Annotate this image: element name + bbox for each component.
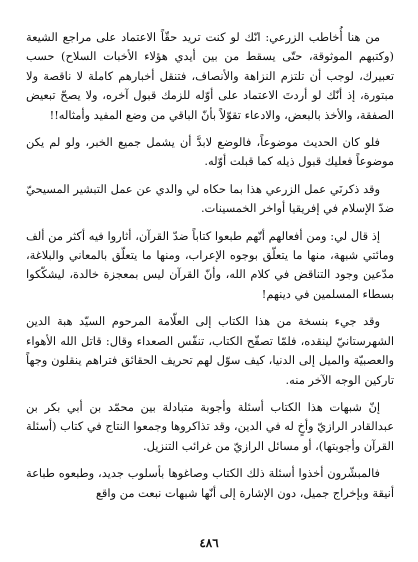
paragraph-gap — [26, 125, 394, 133]
paragraph-anti-quran-book: إذ قال لي: ومن أفعالهم أنّهم طبعوا كتاباً ضدّ القرآن، أثاروا فيه أكثر من ألف ومائتي شبهة، منها ما يتعلّق بوجوه الإعراب، ومنها ما يتعلّق بالمعاني والبلاغة، مدّعين وجود التناقض في كلام الله، وأنّ القرآن ليس بمعجزة خالدة، ليشكّكوا بسطاء المسلمين في دينهم! — [26, 228, 394, 301]
paragraph-fabrication-argument: فلو كان الحديث موضوعاً، فالوضع لابدَّ أن يشمل جميع الخبر، ولو لم يكن موضوعاً فعليك قبول ذيله كما قبلت أوّله. — [26, 135, 394, 169]
paragraph-gap — [26, 304, 394, 312]
paragraph-gap — [26, 172, 394, 180]
paragraph-address-to-zarai: من هنا أُخاطب الزرعي: انّك لو كنت تريد حقّاً الاعتماد على مراجع الشيعة (وكتبهم الموثوقة، حتّى يسقط من بين أيدي هؤلاء الأخبات السلاح) حسب تعبيرك، لوجب أن تلتزم النزاهة والأنصاف، فتنقل أخبارهم كاملة لا ناقصة ولا مبتورة، إذ أنّك لو أردتَ الاعتماد على أوّله للزمك قبول آخره، ولا يصحّ تبعيض الصفقة، والأخذ بالبعض، والادعاء تقوّلاً بأنّ الباقي من وضع المفيد وأمثاله!! — [26, 30, 394, 122]
paragraph-missionary-memory: وقد ذكرنَي عمل الزرعي هذا بما حكاه لي والدي عن عمل التبشير المسيحيّ ضدّ الإسلام في إفريقيا أواخر الخمسينات. — [26, 181, 394, 216]
paragraph-missionaries-reprint: فالمبشّرون أخذوا أسئلة ذلك الكتاب وصاغوها بأسلوب جديد، وطبعوه طباعة أنيقة وبإخراج جميل، دون الإشارة إلى أنّها شبهات نبعت من واقع — [26, 466, 394, 500]
paragraph-razi-questions: إنّ شبهات هذا الكتاب أسئلة وأجوبة متبادلة بين محمّد بن أبي بكر بن عبدالقادر الرازيّ وأخٍ له في الدين، وقد تذاكروها وجمعوا النتاج في كتاب (أسئلة القرآن وأجوبتها)، أو مسائل الرازيّ من غرائب التنزيل. — [26, 399, 394, 453]
paragraph-gap — [26, 219, 394, 227]
paragraph-gap — [26, 456, 394, 464]
page-number: ٤٨٦ — [199, 536, 219, 550]
paragraph-gap — [26, 390, 394, 398]
paragraph-shahrestani-response: وقد جيء بنسخة من هذا الكتاب إلى العلّامة المرحوم السيّد هبة الدين الشهرستانيّ لينقده، فلمّا تصفّح الكتاب، تنفّس الصعداء وقال: قاتل الله الأهواء والعصبيّة والميل إلى الدنيا، كيف سوّل لهم تحريف الحقائق فتراهم ينقلون وجهاً تاركين الوجه الآخر منه. — [26, 314, 394, 387]
page-body — [26, 28, 394, 528]
